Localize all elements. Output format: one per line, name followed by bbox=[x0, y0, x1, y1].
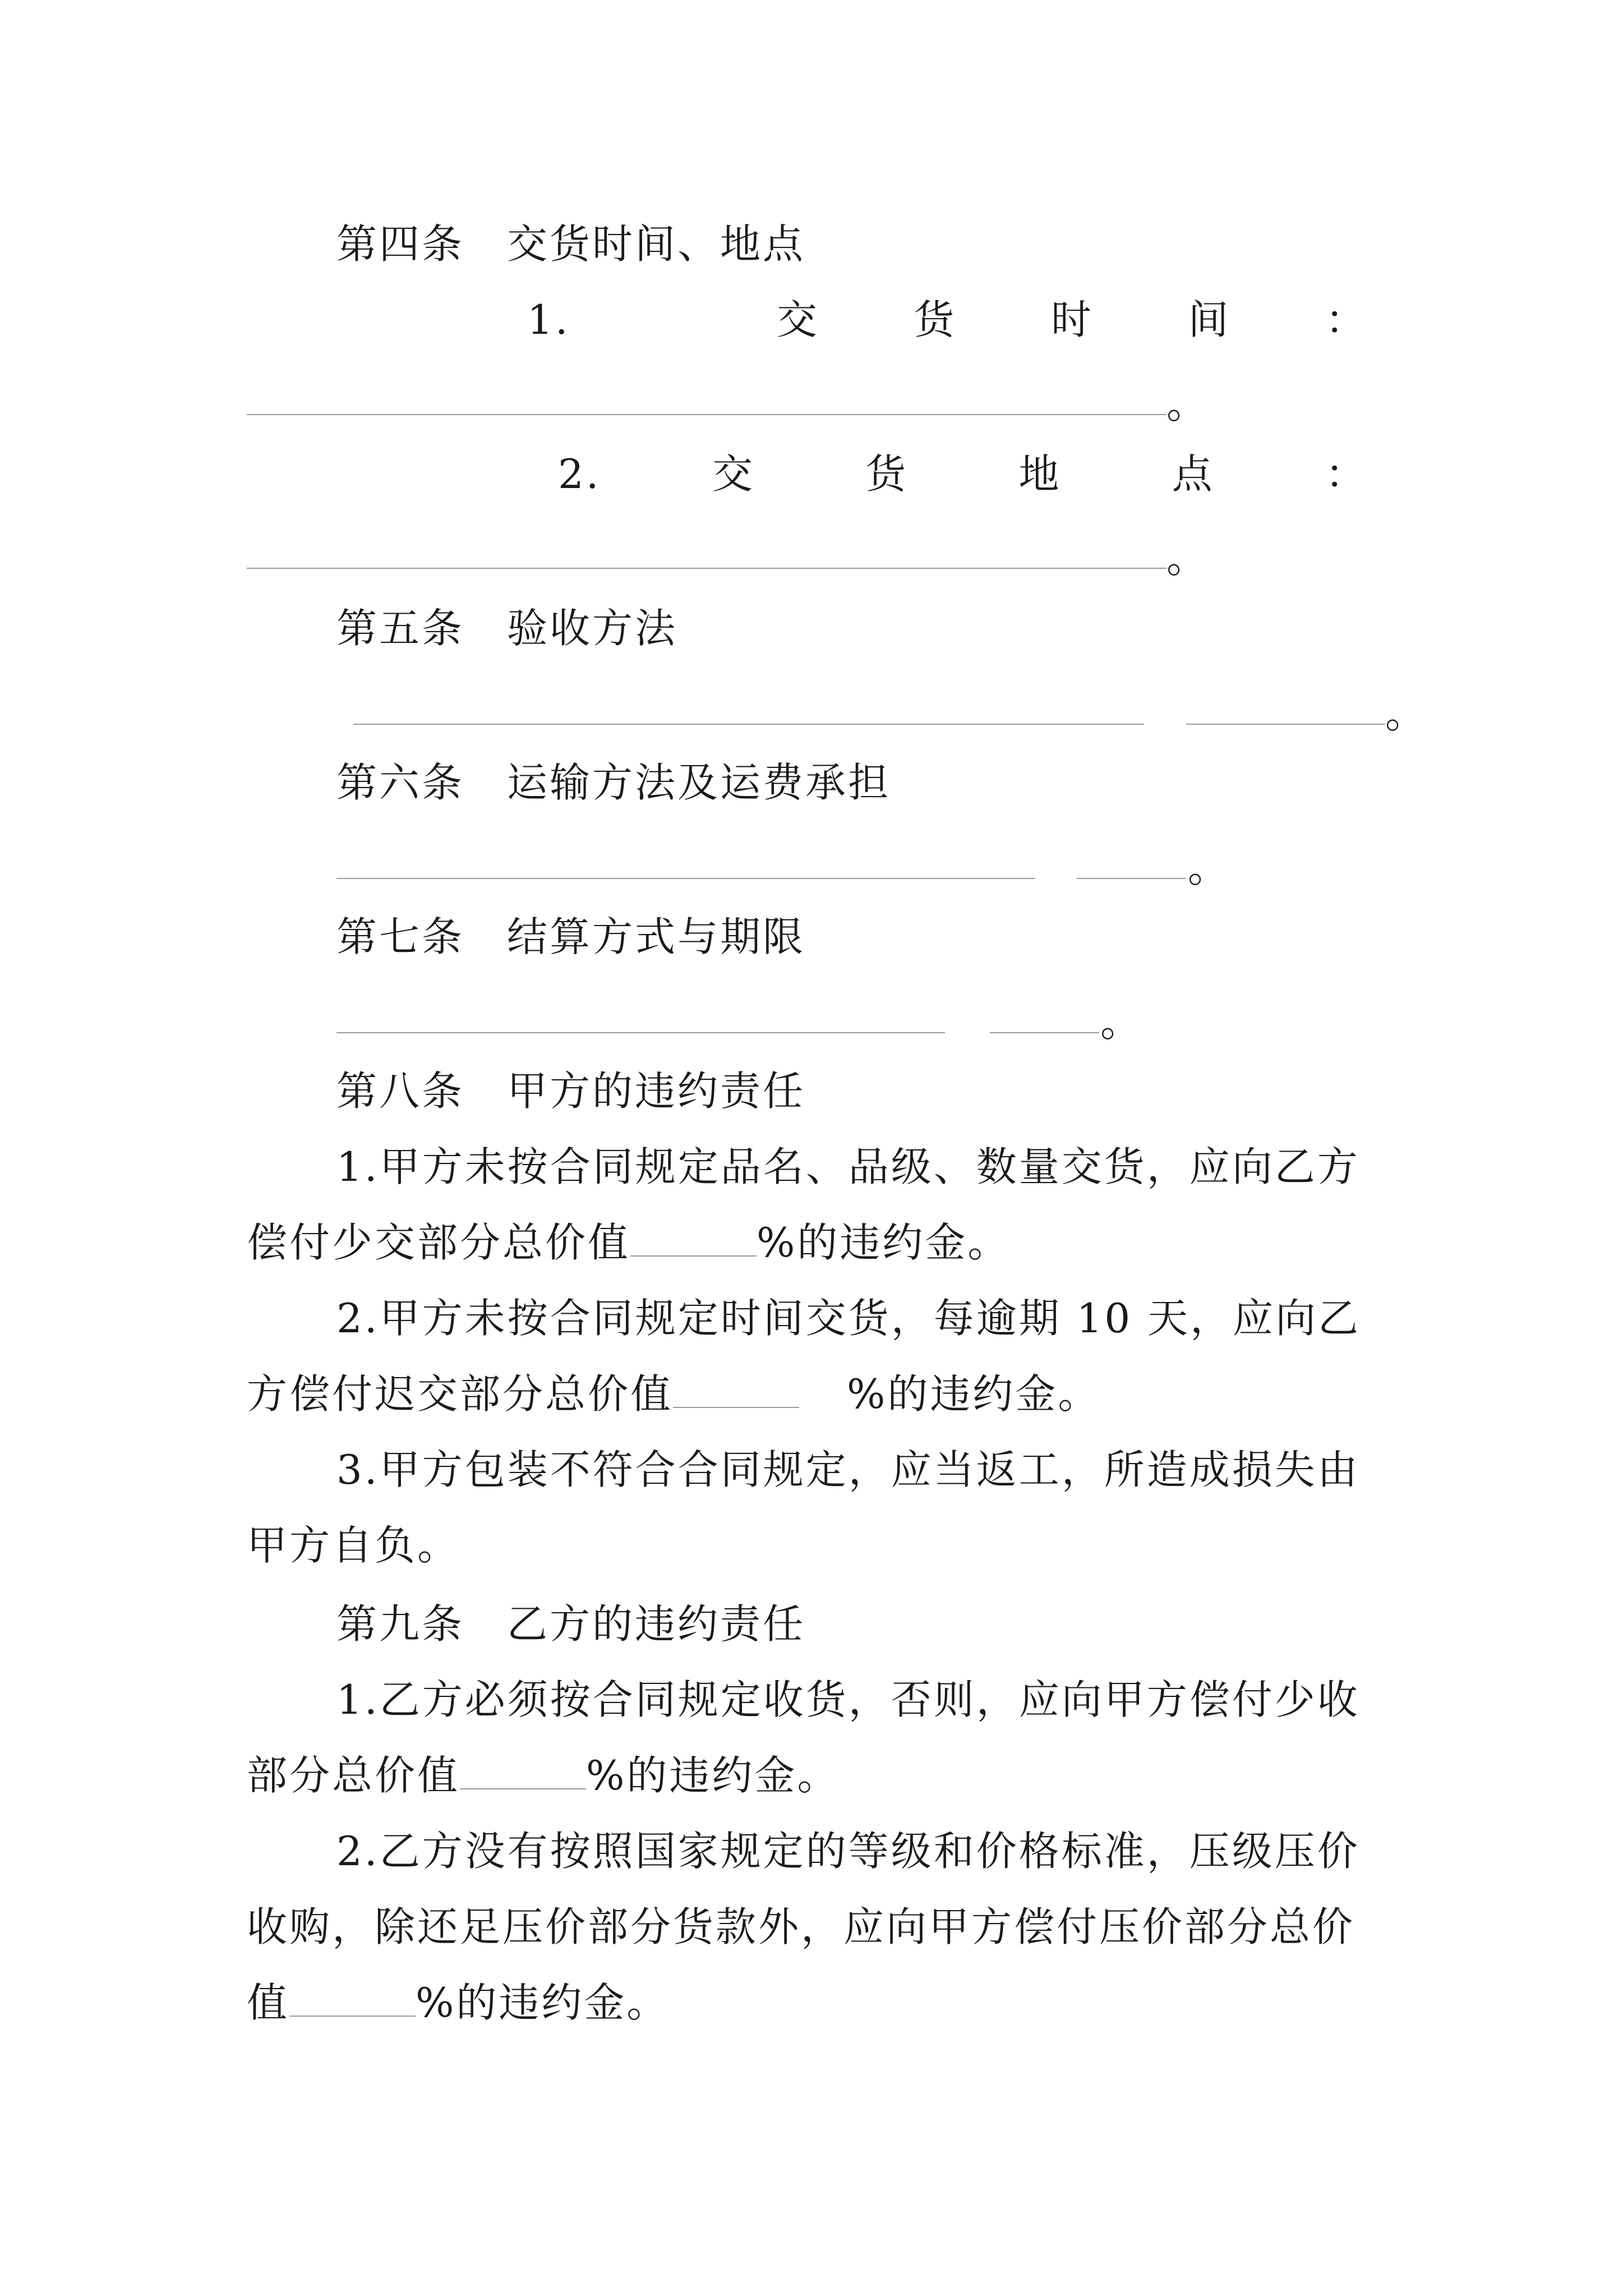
article-7-title: 第七条 结算方式与期限 bbox=[336, 913, 806, 960]
delivery-place-blank-line bbox=[247, 568, 1166, 569]
end-mark: 。 bbox=[1166, 380, 1207, 427]
label-char: 货 bbox=[865, 450, 906, 498]
clause-text: 值 bbox=[247, 1979, 290, 2026]
article-4-item-2-number: 2. bbox=[558, 450, 601, 498]
article-5-title: 第五条 验收方法 bbox=[336, 605, 678, 652]
clause-text: %的违约金。 bbox=[847, 1370, 1101, 1418]
label-char: 点 bbox=[1172, 450, 1212, 498]
article-8-clause-2-line-2 bbox=[247, 1366, 1100, 1422]
inspection-blank-line-2 bbox=[1186, 724, 1385, 725]
settlement-blank-line-2 bbox=[990, 1032, 1099, 1033]
label-char: ： bbox=[1325, 296, 1366, 343]
article-8-title: 第八条 甲方的违约责任 bbox=[336, 1068, 806, 1115]
end-mark: 。 bbox=[1166, 535, 1207, 582]
clause-text: 方偿付迟交部分总价值 bbox=[247, 1370, 674, 1418]
percent-blank bbox=[673, 1368, 799, 1408]
article-8-clause-3-line-2: 甲方自负。 bbox=[247, 1522, 460, 1569]
article-9-title: 第九条 乙方的违约责任 bbox=[336, 1600, 806, 1648]
clause-text: %的违约金。 bbox=[757, 1219, 1011, 1266]
article-9-clause-1-line-1: 1.乙方必须按合同规定收货，否则，应向甲方偿付少收 bbox=[336, 1676, 1360, 1723]
percent-blank bbox=[289, 1976, 416, 2017]
article-9-clause-2-line-3 bbox=[247, 1975, 669, 2031]
article-4-item-2-label bbox=[712, 446, 1366, 502]
article-8-clause-2-line-1: 2.甲方未按合同规定时间交货，每逾期 10 天，应向乙 bbox=[336, 1295, 1361, 1342]
article-4-item-1-number: 1. bbox=[527, 296, 570, 343]
label-char: 间 bbox=[1188, 296, 1229, 343]
settlement-blank-line-1 bbox=[336, 1032, 945, 1033]
label-char: 货 bbox=[914, 296, 955, 343]
article-9-clause-2-line-1: 2.乙方没有按照国家规定的等级和价格标准，压级压价 bbox=[336, 1828, 1360, 1875]
clause-text: 偿付少交部分总价值 bbox=[247, 1219, 631, 1266]
end-mark: 。 bbox=[1385, 690, 1426, 737]
clause-text: %的违约金。 bbox=[416, 1979, 670, 2026]
end-mark: 。 bbox=[1100, 999, 1141, 1046]
end-mark: 。 bbox=[1188, 844, 1229, 891]
label-char: ： bbox=[1325, 450, 1366, 498]
article-6-title: 第六条 运输方法及运费承担 bbox=[336, 759, 891, 806]
label-char: 交 bbox=[712, 450, 753, 498]
transport-blank-line-2 bbox=[1077, 878, 1186, 879]
article-4-item-1-label bbox=[777, 292, 1366, 348]
percent-blank bbox=[630, 1216, 757, 1257]
article-8-clause-3-line-1: 3.甲方包装不符合合同规定，应当返工，所造成损失由 bbox=[336, 1446, 1360, 1493]
percent-blank bbox=[460, 1749, 586, 1789]
article-8-clause-1-line-1: 1.甲方未按合同规定品名、品级、数量交货，应向乙方 bbox=[336, 1143, 1360, 1190]
inspection-blank-line-1 bbox=[353, 724, 1144, 725]
label-char: 时 bbox=[1050, 296, 1091, 343]
delivery-time-blank-line bbox=[247, 414, 1166, 415]
transport-blank-line-1 bbox=[336, 878, 1035, 879]
clause-text: %的违约金。 bbox=[586, 1752, 840, 1799]
clause-text: 部分总价值 bbox=[247, 1752, 460, 1799]
article-9-clause-2-line-2: 收购，除还足压价部分货款外，应向甲方偿付压价部分总价 bbox=[247, 1903, 1355, 1950]
article-4-title: 第四条 交货时间、地点 bbox=[336, 220, 806, 268]
article-8-clause-1-line-2 bbox=[247, 1214, 1010, 1271]
label-char: 交 bbox=[777, 296, 818, 343]
article-9-clause-1-line-2 bbox=[247, 1747, 840, 1803]
label-char: 地 bbox=[1018, 450, 1059, 498]
